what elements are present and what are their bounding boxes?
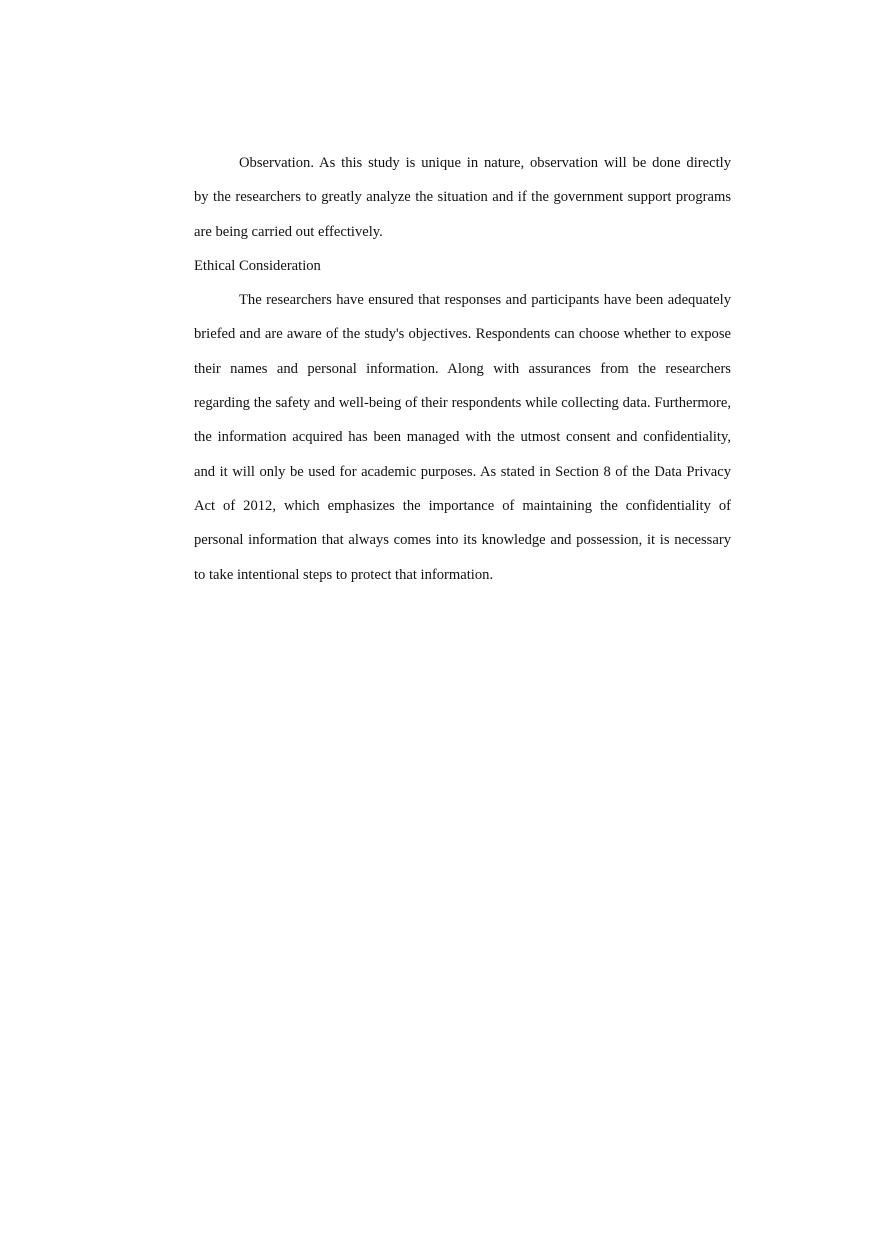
paragraph-line: by the researchers to greatly analyze the situation and if the government support programs (194, 189, 731, 206)
paragraph-line: are being carried out effectively. (194, 223, 383, 240)
paragraph-line: their names and personal information. Along with assurances from the researchers (194, 360, 731, 377)
paragraph-line: to take intentional steps to protect that information. (194, 566, 494, 583)
paragraph-line: regarding the safety and well-being of their respondents while collecting data. Furthermore, (194, 395, 731, 412)
paragraph-line: and it will only be used for academic purposes. As stated in Section 8 of the Data Privacy (194, 463, 731, 480)
paragraph-line: Act of 2012, which emphasizes the importance of maintaining the confidentiality of (194, 497, 731, 514)
paragraph-line: briefed and are aware of the study's objectives. Respondents can choose whether to expose (194, 326, 731, 343)
paragraph-line: Observation. As this study is unique in nature, observation will be done directly (239, 155, 731, 171)
observation-paragraph (194, 146, 731, 249)
ethical-consideration-paragraph (194, 283, 731, 592)
document-body (194, 146, 731, 592)
section-heading: Ethical Consideration (194, 257, 321, 274)
paragraph-line: The researchers have ensured that responses and participants have been adequately (239, 292, 731, 309)
paragraph-line: personal information that always comes into its knowledge and possession, it is necessary (194, 532, 731, 549)
paragraph-line: the information acquired has been managed with the utmost consent and confidentiality, (194, 429, 731, 446)
